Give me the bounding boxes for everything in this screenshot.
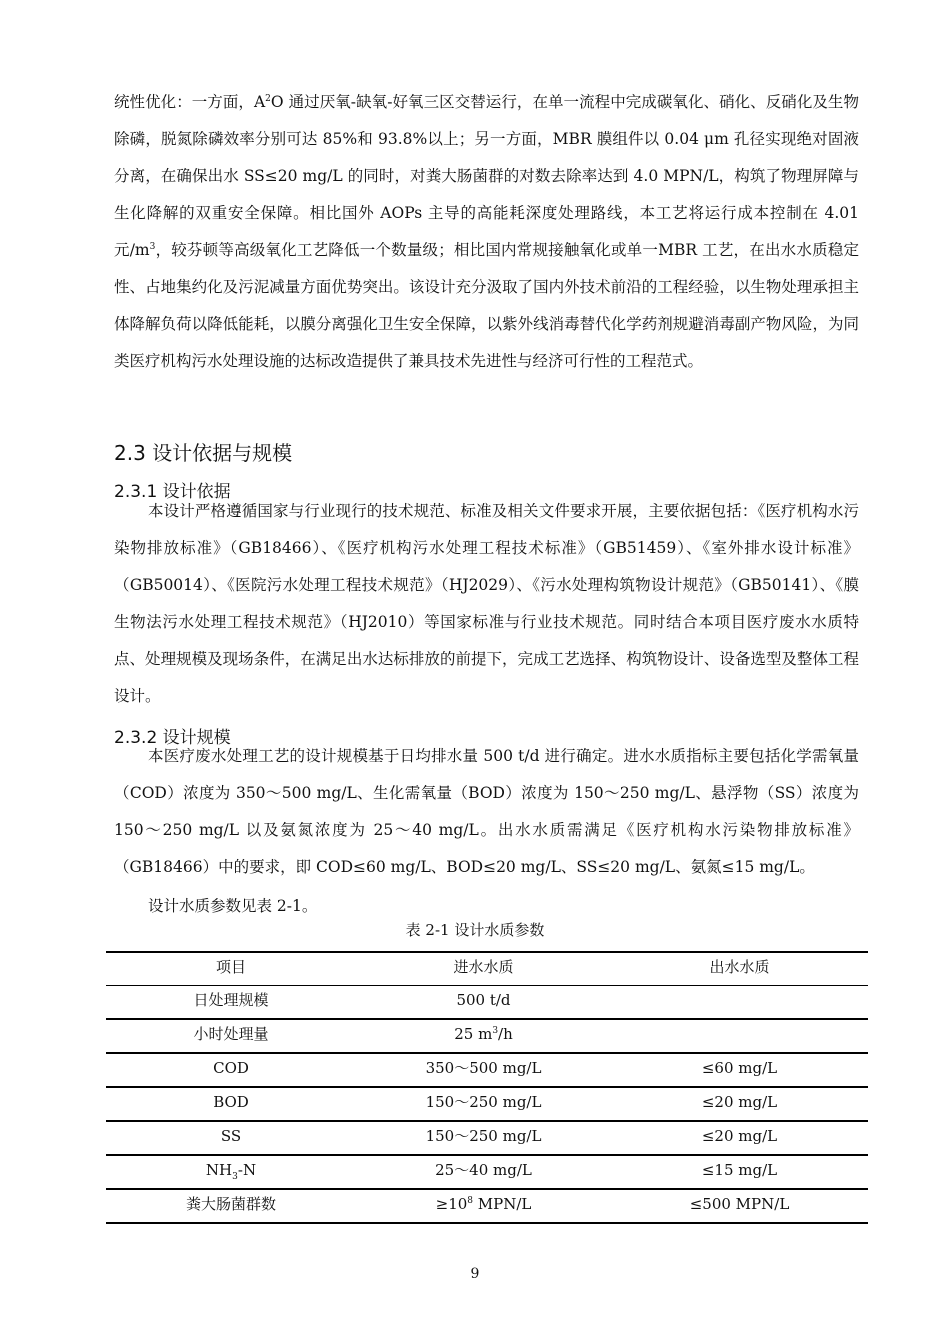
cell-outflow: ≤20 mg/L (701, 1127, 778, 1145)
table-row (106, 1189, 868, 1223)
cell-inflow: 150～250 mg/L (425, 1093, 542, 1111)
table-row (106, 1087, 868, 1121)
table-reference-text: 设计水质参数见表 2-1。 (148, 897, 318, 915)
section-heading-2-3: 2.3 设计依据与规模 (114, 441, 293, 465)
page-number: 9 (470, 1266, 480, 1282)
cell-outflow: ≤60 mg/L (701, 1059, 778, 1077)
section-heading-2-3-2: 2.3.2 设计规模 (114, 728, 231, 748)
cell-item: 粪大肠菌群数 (185, 1195, 276, 1213)
table-row (106, 1121, 868, 1155)
header-item: 项目 (215, 958, 246, 976)
table-row (106, 1019, 868, 1053)
cell-inflow: 150～250 mg/L (425, 1127, 542, 1145)
cell-item: SS (220, 1127, 242, 1145)
cell-item: $NH_3-N$ (205, 1161, 257, 1182)
cell-outflow: ≤500 MPN/L (689, 1195, 790, 1213)
water-quality-table (106, 951, 868, 1224)
design-basis-paragraph: 本设计严格遵循国家与行业现行的技术规范、标准及相关文件要求开展，主要依据包括：《医疗机构水污染物排放标准》（GB18466）、《医疗机构污水处理工程技术标准》（GB51459）、《室外排水设计标准》（GB50014）、《医院污水处理工程技术规范》（HJ2029）、《污水处理构筑物设计规范》（GB50141）、《膜生物法污水处理工程技术规范》（HJ2010）等国家标准与行业技术规范。同时结合本项目医疗废水水质特点、处理规模及现场条件，在满足出水达标排放的前提下，完成工艺选择、构筑物设计、设备选型及整体工程设计。 (114, 502, 859, 705)
cell-inflow: $\ge 10^8$ MPN/L (435, 1195, 532, 1213)
cell-inflow: 350～500 mg/L (425, 1059, 542, 1077)
cell-inflow: 25～40 mg/L (435, 1161, 532, 1179)
intro-paragraph: 统性优化：一方面，$A^2O$ 通过厌氧-缺氧-好氧三区交替运行，在单一流程中完成碳氧化、硝化、反硝化及生物除磷，脱氮除磷效率分别可达 85%和 93.8%以上；另一方面，MBR 膜组件以 0.04 μm 孔径实现绝对固液分离，在确保出水 SS≤20 mg/L 的同时，对粪大肠菌群的对数去除率达到 4.0 MPN/L，构筑了物理屏障与生化降解的双重安全保障。相比国外 AOPs 主导的高能耗深度处理路线，本工艺将运行成本控制在 4.01 元$/m^3$，较芬顿等高级氧化工艺降低一个数量级；相比国内常规接触氧化或单一MBR 工艺，在出水水质稳定性、占地集约化及污泥减量方面优势突出。该设计充分汲取了国内外技术前沿的工程经验，以生物处理承担主体降解负荷以降低能耗，以膜分离强化卫生安全保障，以紫外线消毒替代化学药剂规避消毒副产物风险，为同类医疗机构污水处理设施的达标改造提供了兼具技术先进性与经济可行性的工程范式。 (114, 93, 859, 370)
cell-outflow: ≤20 mg/L (701, 1093, 778, 1111)
table-row (106, 1155, 868, 1189)
cell-inflow: 25 $m^3/h$ (454, 1025, 513, 1043)
cell-outflow: ≤15 mg/L (701, 1161, 778, 1179)
design-scale-paragraph: 本医疗废水处理工艺的设计规模基于日均排水量 500 t/d 进行确定。进水水质指标主要包括化学需氧量（COD）浓度为 350～500 mg/L、生化需氧量（BOD）浓度为 150～250 mg/L、悬浮物（SS）浓度为 150～250 mg/L 以及氨氮浓度为 25～40 mg/L。出水水质需满足《医疗机构水污染物排放标准》（GB18466）中的要求，即 COD≤60 mg/L、BOD≤20 mg/L、SS≤20 mg/L、氨氮≤15 mg/L。 (114, 747, 859, 876)
cell-item: BOD (213, 1093, 249, 1111)
table-caption: 表 2-1 设计水质参数 (405, 921, 545, 939)
cell-outflow (611, 1019, 868, 1053)
section-heading-2-3-1: 2.3.1 设计依据 (114, 482, 231, 502)
header-inflow: 进水水质 (453, 958, 514, 976)
cell-outflow (611, 986, 868, 1020)
table-header-row (106, 952, 868, 986)
cell-inflow: 500 t/d (456, 991, 511, 1009)
cell-item: 日处理规模 (193, 991, 269, 1009)
cell-item: COD (213, 1059, 249, 1077)
table-row (106, 986, 868, 1020)
cell-item: 小时处理量 (193, 1025, 269, 1043)
table-row (106, 1053, 868, 1087)
header-outflow: 出水水质 (709, 958, 770, 976)
